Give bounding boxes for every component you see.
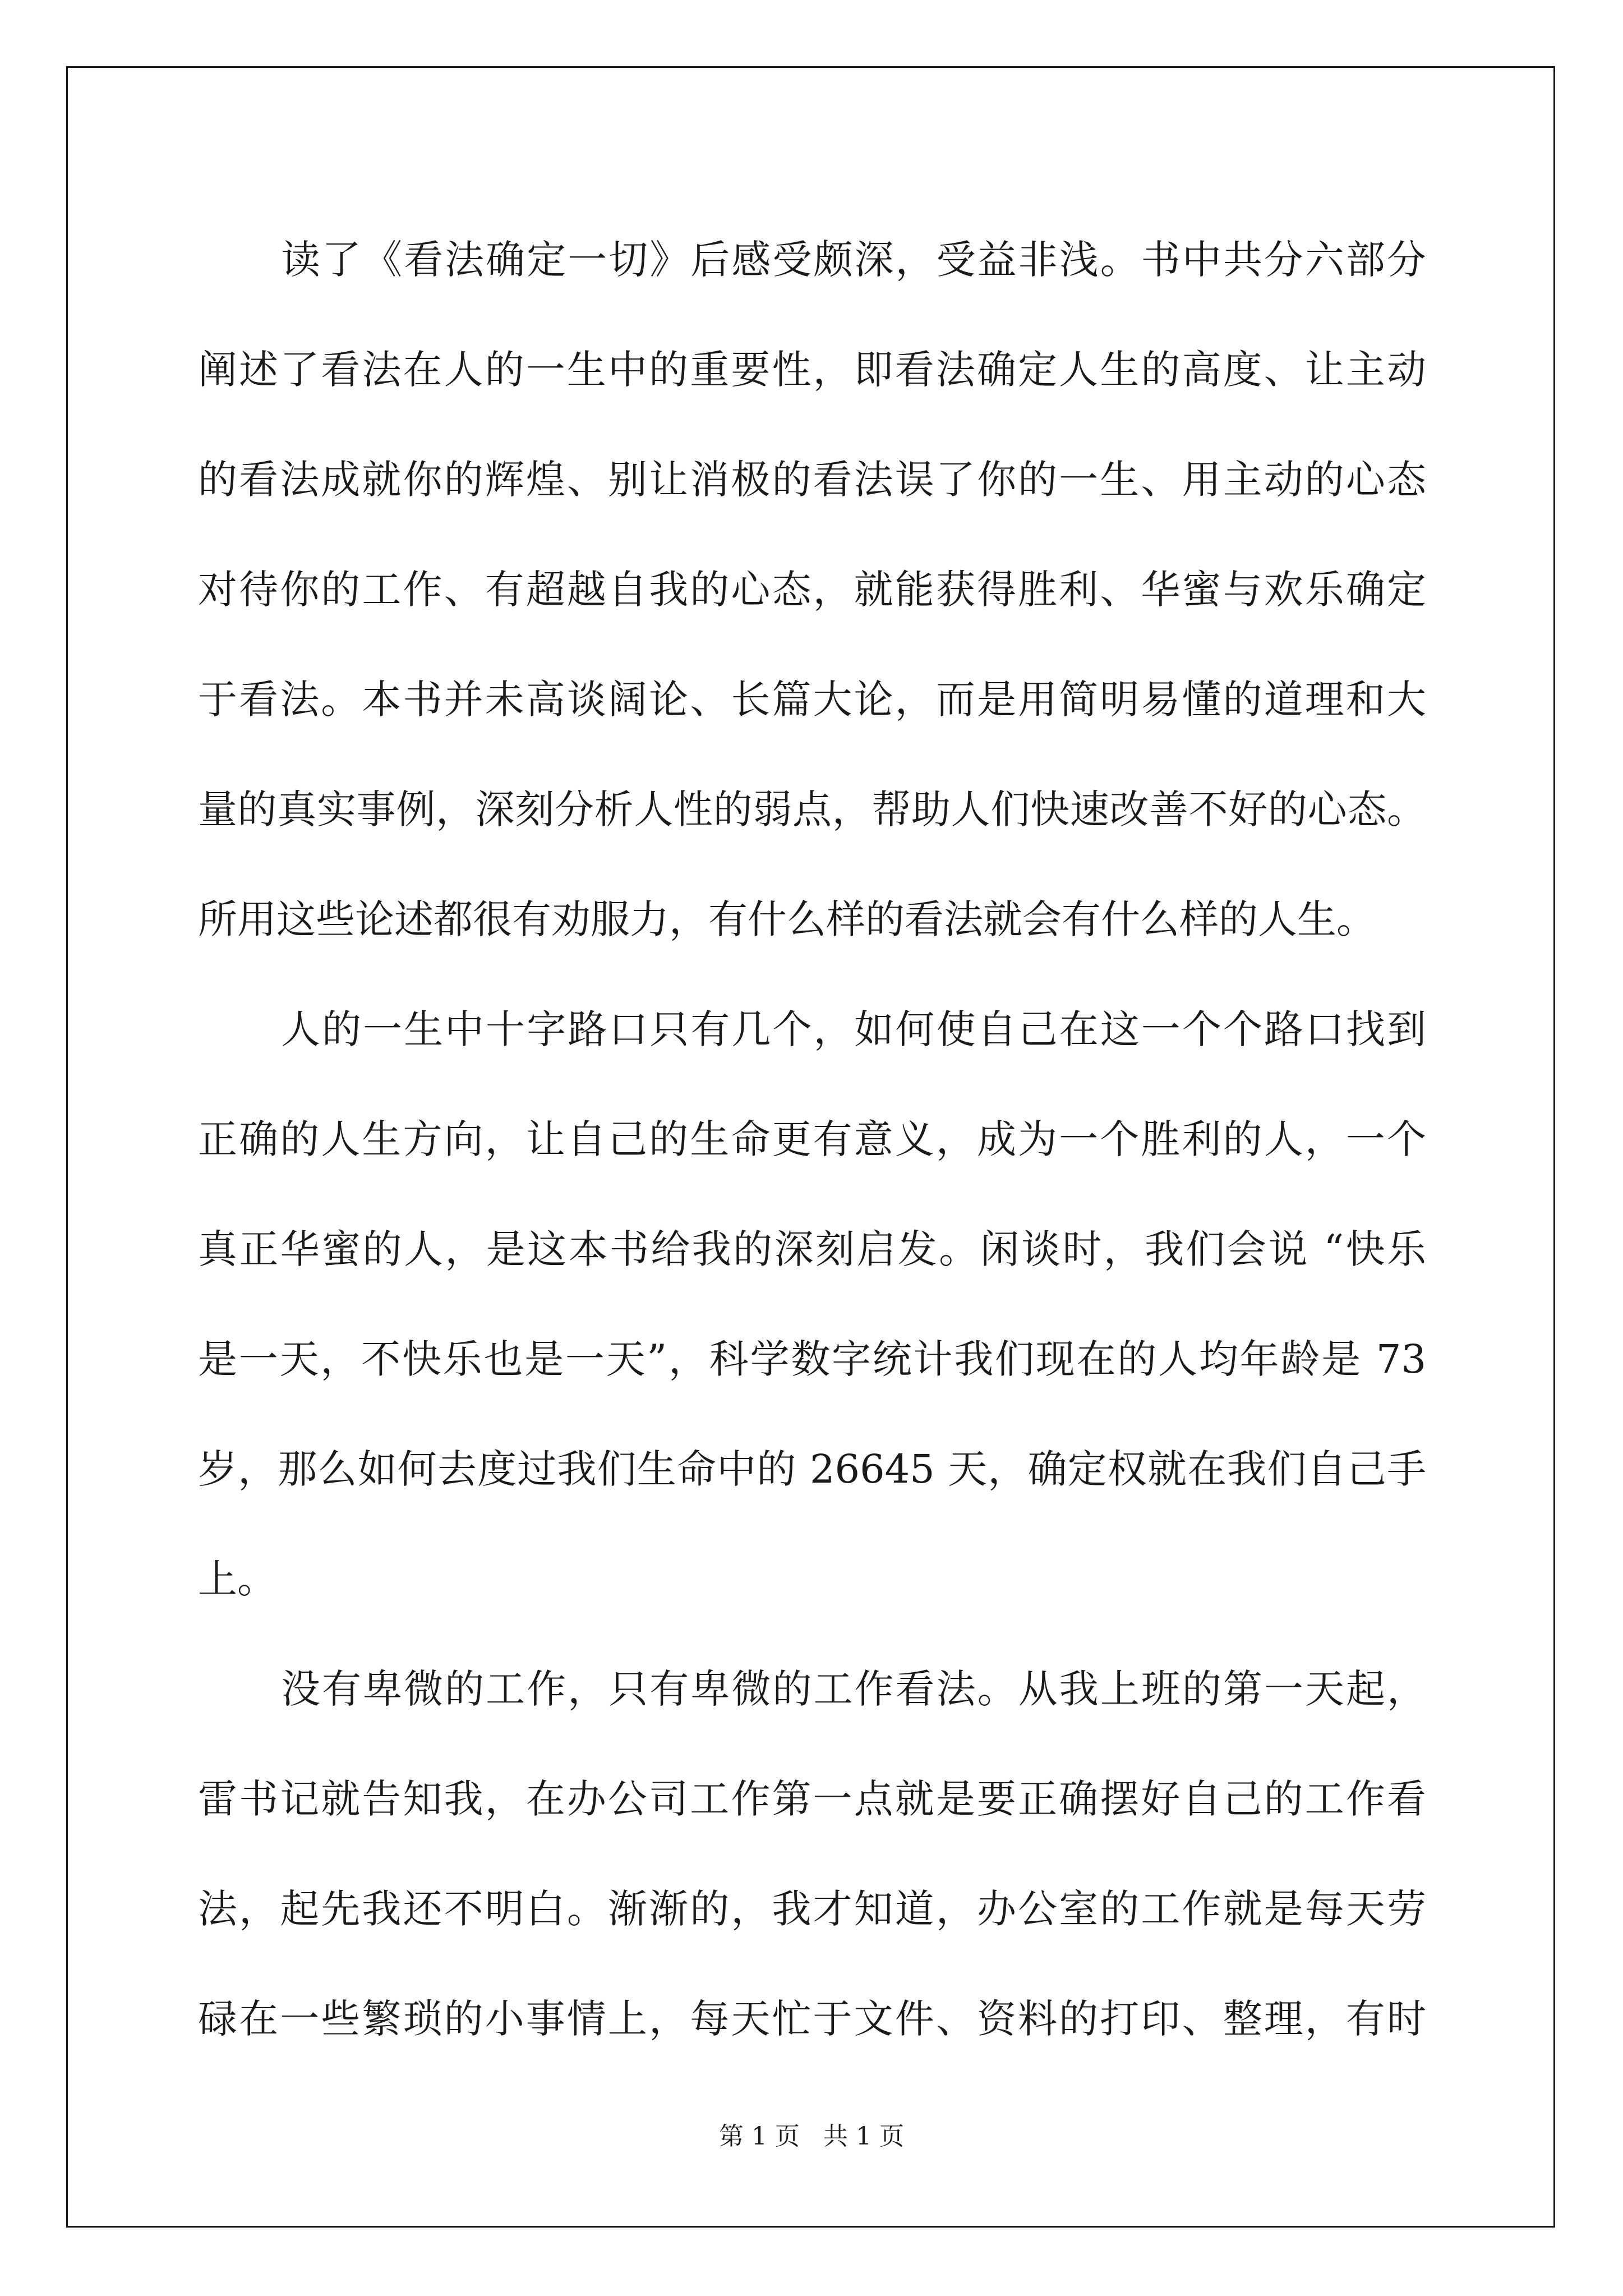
text-line: 雷书记就告知我，在办公司工作第一点就是要正确摆好自己的工作看 (198, 1776, 1426, 1822)
paragraph (198, 974, 1426, 1634)
text-line: 的看法成就你的辉煌、别让消极的看法误了你的一生、用主动的心态 (198, 457, 1426, 503)
paragraph (198, 205, 1426, 974)
page-footer: 第 1 页 共 1 页 (719, 2122, 904, 2151)
text-line: 是一天，不快乐也是一天”，科学数字统计我们现在的人均年龄是 73 (198, 1336, 1426, 1382)
document-body (198, 205, 1426, 2074)
text-line: 法，起先我还不明白。渐渐的，我才知道，办公室的工作就是每天劳 (198, 1886, 1426, 1932)
text-line: 上。 (198, 1556, 276, 1602)
text-line: 人的一生中十字路口只有几个，如何使自己在这一个个路口找到 (281, 1006, 1426, 1052)
text-line: 读了《看法确定一切》后感受颇深，受益非浅。书中共分六部分 (281, 237, 1426, 283)
text-line: 所用这些论述都很有劝服力，有什么样的看法就会有什么样的人生。 (198, 896, 1376, 942)
text-line: 真正华蜜的人，是这本书给我的深刻启发。闲谈时，我们会说 “快乐 (198, 1226, 1426, 1272)
text-line: 阐述了看法在人的一生中的重要性，即看法确定人生的高度、让主动 (198, 347, 1426, 393)
paragraph (198, 1634, 1426, 2074)
text-line: 量的真实事例，深刻分析人性的弱点，帮助人们快速改善不好的心态。 (198, 786, 1426, 832)
text-line: 正确的人生方向，让自己的生命更有意义，成为一个胜利的人，一个 (198, 1116, 1426, 1162)
text-line: 岁，那么如何去度过我们生命中的 26645 天，确定权就在我们自己手 (198, 1446, 1426, 1492)
text-line: 碌在一些繁琐的小事情上，每天忙于文件、资料的打印、整理，有时 (198, 1996, 1426, 2042)
text-line: 对待你的工作、有超越自我的心态，就能获得胜利、华蜜与欢乐确定 (198, 567, 1426, 613)
text-line: 于看法。本书并未高谈阔论、长篇大论，而是用简明易懂的道理和大 (198, 677, 1426, 723)
text-line: 没有卑微的工作，只有卑微的工作看法。从我上班的第一天起， (281, 1666, 1426, 1712)
